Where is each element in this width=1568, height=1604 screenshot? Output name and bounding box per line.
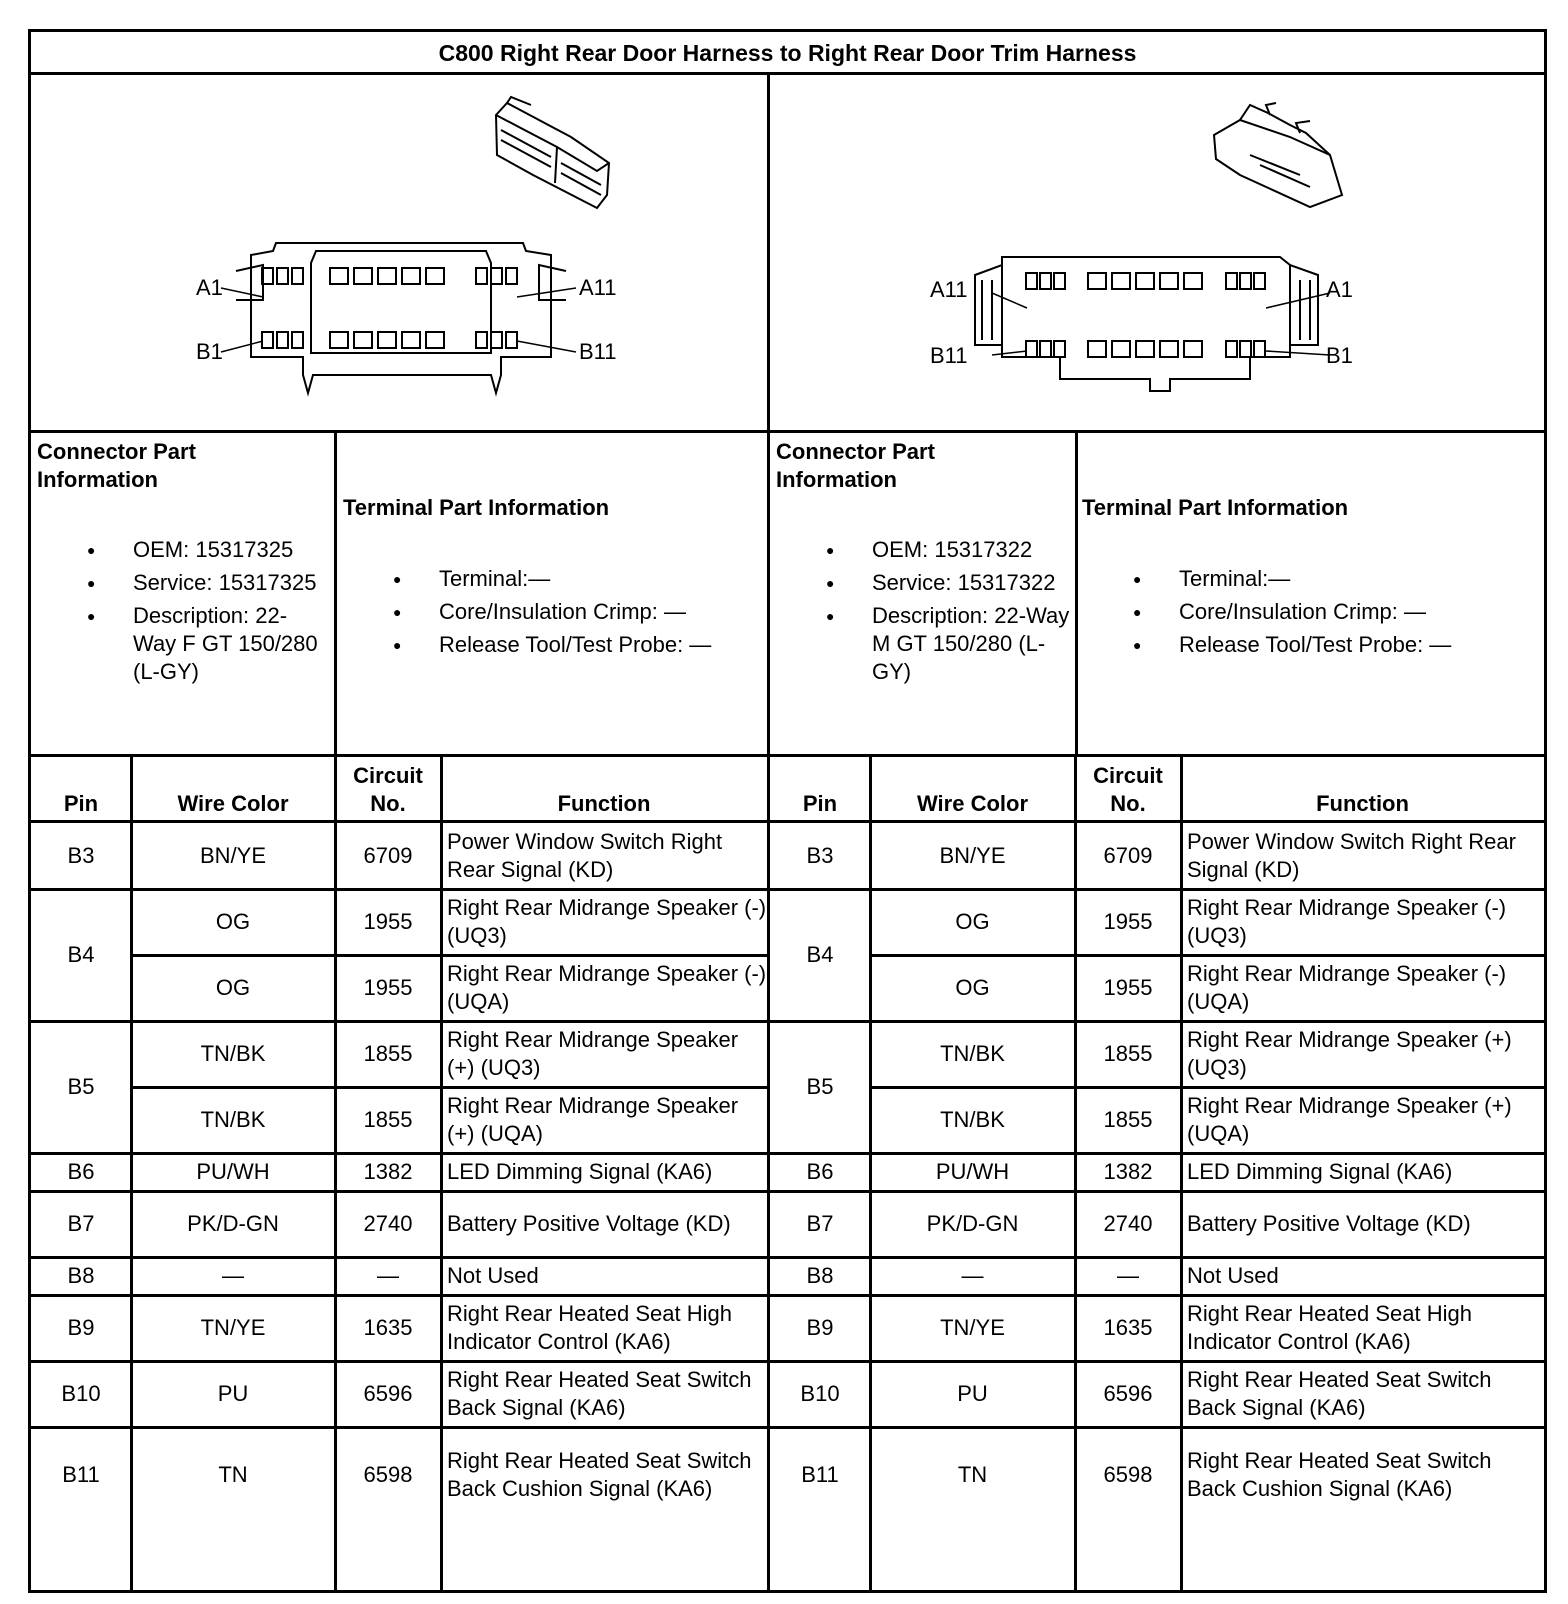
pin-cell: B8 (67, 1263, 95, 1288)
column-header-circuit-no: Circuit No. (1093, 763, 1163, 816)
pin-cell: B6 (806, 1159, 834, 1184)
wire-color-cell: TN (957, 1462, 988, 1487)
connector-info-title-right: Connector Part Information (776, 439, 935, 492)
pin-label-a1: A1 (1326, 277, 1353, 302)
wire-color-cell: TN/YE (940, 1315, 1005, 1340)
function-cell: Right Rear Midrange Speaker (-) (UQA) (1187, 961, 1507, 1014)
circuit-no-cell: 6598 (1103, 1462, 1153, 1487)
function-cell: Not Used (1187, 1263, 1279, 1288)
wire-color-cell: OG (215, 975, 251, 1000)
connector-3d-icon (1214, 103, 1342, 207)
wire-color-cell: BN/YE (199, 843, 267, 868)
circuit-no-cell: 1855 (1103, 1041, 1153, 1066)
pin-cell: B7 (806, 1211, 834, 1236)
wire-color-cell: PU (957, 1381, 988, 1406)
pin-cell: B11 (62, 1462, 100, 1487)
pin-cell: B3 (806, 843, 834, 868)
wire-color-cell: PU/WH (196, 1159, 270, 1184)
pin-cell: B5 (806, 1074, 834, 1099)
circuit-no-cell: 1955 (363, 909, 413, 934)
connector-3d-icon (496, 97, 609, 208)
circuit-no-cell: 2740 (363, 1211, 413, 1236)
wire-color-cell: TN/BK (940, 1107, 1005, 1132)
function-cell: Right Rear Heated Seat High Indicator Control (KA6) (447, 1301, 732, 1354)
pin-cell: B10 (61, 1381, 101, 1406)
circuit-no-cell: — (1117, 1263, 1139, 1288)
list-item: ● OEM: 15317325 (133, 536, 329, 564)
wire-color-cell: PU/WH (935, 1159, 1010, 1184)
pin-cell: B4 (806, 942, 834, 967)
wire-color-cell: TN/BK (940, 1041, 1005, 1066)
function-cell: LED Dimming Signal (KA6) (447, 1159, 713, 1184)
function-cell: Right Rear Heated Seat High Indicator Control (KA6) (1187, 1301, 1472, 1354)
list-item: ● Service: 15317325 (133, 569, 329, 597)
function-cell: Right Rear Midrange Speaker (+) (UQ3) (447, 1027, 739, 1080)
function-cell: Right Rear Midrange Speaker (-) (UQA) (447, 961, 767, 1014)
list-item: ● Terminal:— (1179, 565, 1514, 593)
pin-label-a1: A1 (196, 275, 223, 300)
list-item: ● Release Tool/Test Probe: — (439, 631, 769, 659)
column-header-pin: Pin (802, 791, 838, 816)
wire-color-cell: TN/BK (200, 1041, 266, 1066)
function-cell: Power Window Switch Right Rear Signal (KD) (447, 829, 723, 882)
function-cell: Right Rear Midrange Speaker (-) (UQ3) (1187, 895, 1507, 948)
circuit-no-cell: 1382 (1103, 1159, 1153, 1184)
circuit-no-cell: 1855 (363, 1107, 413, 1132)
wire-color-cell: TN/YE (200, 1315, 266, 1340)
function-cell: LED Dimming Signal (KA6) (1187, 1159, 1453, 1184)
pin-cell: B6 (67, 1159, 95, 1184)
function-cell: Battery Positive Voltage (KD) (447, 1211, 731, 1236)
circuit-no-cell: 1635 (363, 1315, 413, 1340)
pin-cell: B9 (806, 1315, 834, 1340)
column-header-wire-color: Wire Color (916, 791, 1029, 816)
wire-color-cell: OG (955, 975, 990, 1000)
circuit-no-cell: 6709 (1103, 843, 1153, 868)
circuit-no-cell: 6596 (363, 1381, 413, 1406)
pin-cell: B10 (800, 1381, 840, 1406)
circuit-no-cell: 1855 (363, 1041, 413, 1066)
pin-cell: B9 (67, 1315, 95, 1340)
function-cell: Right Rear Midrange Speaker (+) (UQ3) (1187, 1027, 1512, 1080)
column-header-function: Function (1316, 791, 1409, 816)
pin-label-a11: A11 (930, 277, 968, 302)
connector-info-list-left (133, 536, 329, 691)
function-cell: Right Rear Heated Seat Switch Back Cushion Signal (KA6) (447, 1448, 752, 1501)
column-header-pin: Pin (63, 791, 99, 816)
function-cell: Not Used (447, 1263, 539, 1288)
pin-cell: B4 (67, 942, 95, 967)
pin-cell: B7 (67, 1211, 95, 1236)
pin-cell: B11 (801, 1462, 839, 1487)
list-item: ● Release Tool/Test Probe: — (1179, 631, 1514, 659)
connector-info-title-left: Connector Part Information (37, 439, 196, 492)
function-cell: Power Window Switch Right Rear Signal (KD) (1187, 829, 1516, 882)
list-item: ● Core/Insulation Crimp: — (1179, 598, 1514, 626)
wire-color-cell: OG (955, 909, 990, 934)
connector-table (28, 29, 1547, 1593)
function-cell: Right Rear Midrange Speaker (-) (UQ3) (447, 895, 767, 948)
wire-color-cell: PK/D-GN (926, 1211, 1019, 1236)
wire-color-cell: — (222, 1263, 244, 1288)
function-cell: Right Rear Midrange Speaker (+) (UQA) (447, 1093, 739, 1146)
circuit-no-cell: 1955 (363, 975, 413, 1000)
terminal-info-title-right: Terminal Part Information (1082, 495, 1349, 520)
pin-cell: B5 (67, 1074, 95, 1099)
wire-color-cell: PK/D-GN (187, 1211, 279, 1236)
pin-label-b11: B11 (930, 343, 968, 368)
circuit-no-cell: 6598 (363, 1462, 413, 1487)
list-item: ● OEM: 15317322 (872, 536, 1070, 564)
connector-info-list-right (872, 536, 1070, 691)
wire-color-cell: PU (217, 1381, 249, 1406)
terminal-info-list-left (439, 565, 769, 664)
wire-color-cell: — (961, 1263, 984, 1288)
list-item: ● Terminal:— (439, 565, 769, 593)
function-cell: Battery Positive Voltage (KD) (1187, 1211, 1471, 1236)
divider (334, 430, 337, 756)
divider (1075, 430, 1078, 756)
function-cell: Right Rear Heated Seat Switch Back Signal (KA6) (447, 1367, 752, 1420)
connector-diagram-left (31, 75, 767, 431)
wire-color-cell: TN (218, 1462, 248, 1487)
wire-color-cell: BN/YE (939, 843, 1006, 868)
column-header-function: Function (557, 791, 651, 816)
list-item: ● Description: 22-Way F GT 150/280 (L-GY) (133, 602, 329, 686)
circuit-no-cell: 6596 (1103, 1381, 1153, 1406)
pin-label-b11: B11 (579, 339, 617, 364)
pin-cell: B8 (806, 1263, 834, 1288)
circuit-no-cell: 1635 (1103, 1315, 1153, 1340)
wire-color-cell: OG (215, 909, 251, 934)
list-item: ● Description: 22-Way M GT 150/280 (L-GY) (872, 602, 1070, 686)
column-header-circuit-no: Circuit No. (353, 763, 423, 816)
page-title: C800 Right Rear Door Harness to Right Rear Door Trim Harness (438, 40, 1137, 66)
pin-label-b1: B1 (1326, 343, 1353, 368)
circuit-no-cell: 6709 (363, 843, 413, 868)
function-cell: Right Rear Heated Seat Switch Back Signal (KA6) (1187, 1367, 1492, 1420)
circuit-no-cell: 1955 (1103, 975, 1153, 1000)
circuit-no-cell: 1382 (363, 1159, 413, 1184)
wire-color-cell: TN/BK (200, 1107, 266, 1132)
circuit-no-cell: — (377, 1263, 399, 1288)
divider (31, 754, 1544, 757)
divider (31, 430, 1544, 433)
pin-label-b1: B1 (196, 339, 223, 364)
terminal-info-title-left: Terminal Part Information (343, 495, 610, 520)
circuit-no-cell: 2740 (1103, 1211, 1153, 1236)
connector-diagram-right (770, 75, 1544, 431)
circuit-no-cell: 1955 (1103, 909, 1153, 934)
list-item: ● Core/Insulation Crimp: — (439, 598, 769, 626)
circuit-no-cell: 1855 (1103, 1107, 1153, 1132)
pin-cell: B3 (67, 843, 95, 868)
pin-label-a11: A11 (579, 275, 617, 300)
function-cell: Right Rear Midrange Speaker (+) (UQA) (1187, 1093, 1512, 1146)
list-item: ● Service: 15317322 (872, 569, 1070, 597)
terminal-info-list-right (1179, 565, 1514, 664)
column-header-wire-color: Wire Color (177, 791, 289, 816)
function-cell: Right Rear Heated Seat Switch Back Cushion Signal (KA6) (1187, 1448, 1492, 1501)
